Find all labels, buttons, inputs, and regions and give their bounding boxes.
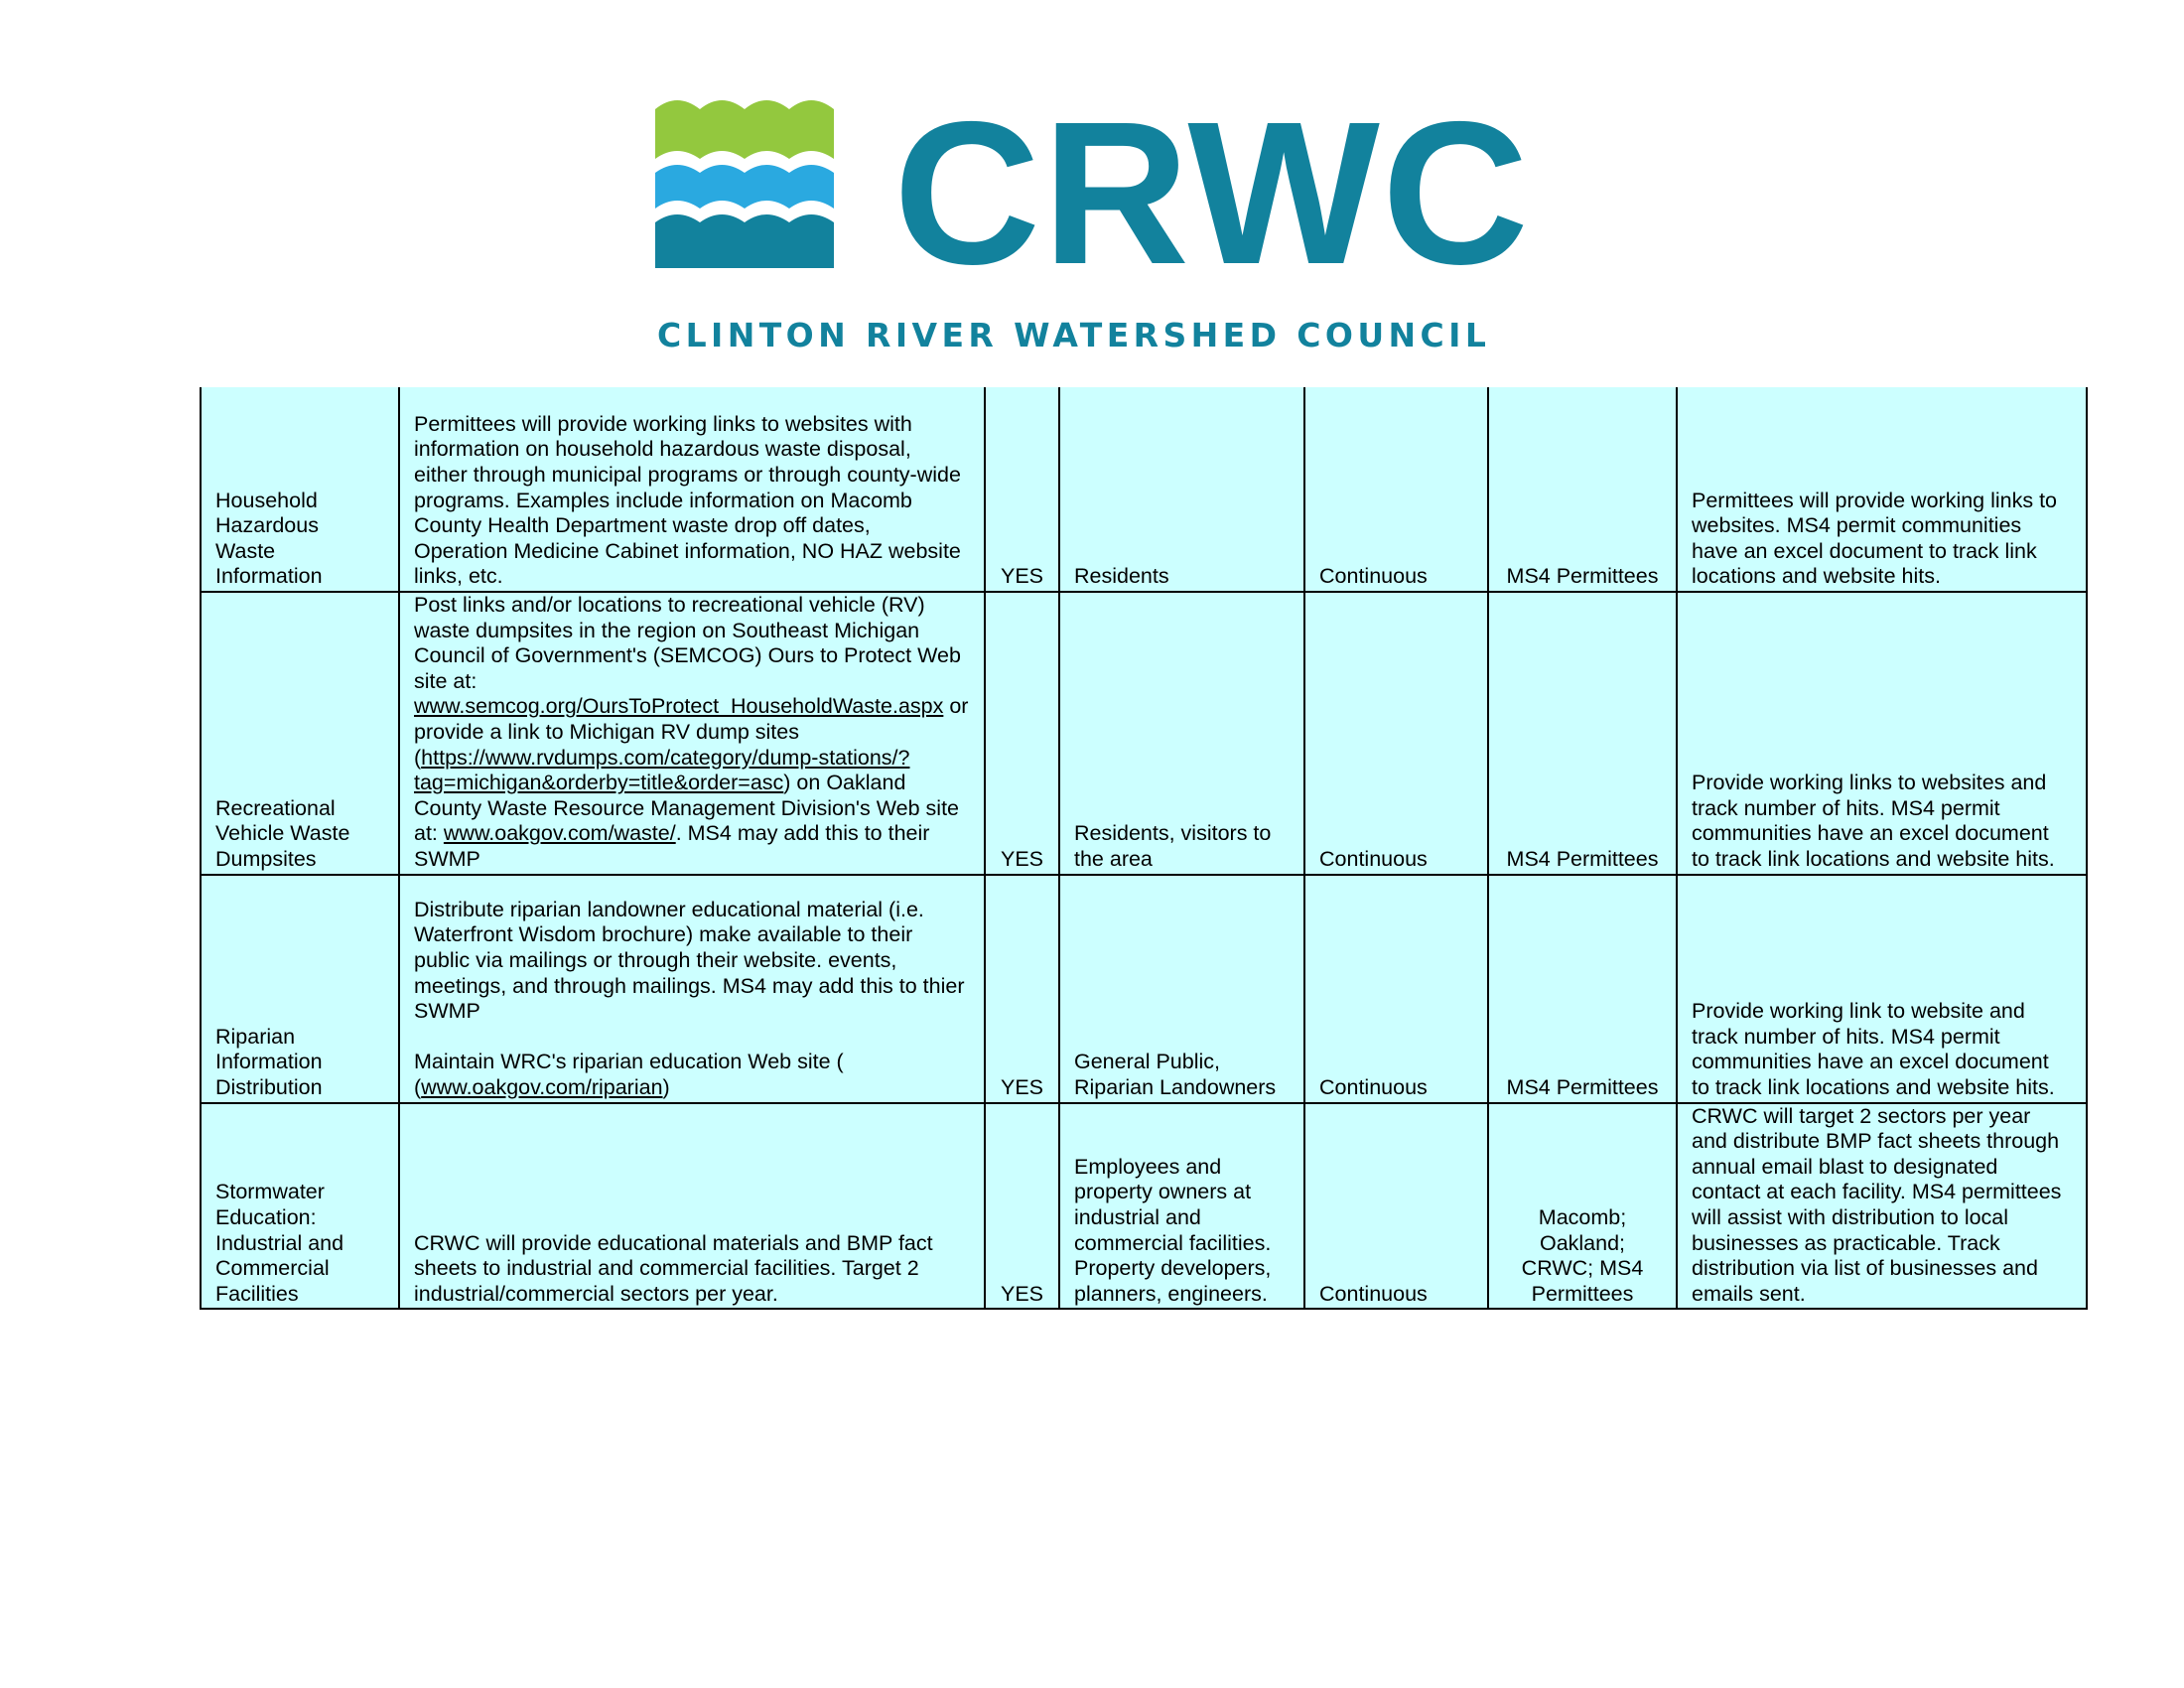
audience-cell: Residents, visitors to the area — [1059, 592, 1304, 875]
description-text: Post links and/or locations to recreational vehicle (RV) waste dumpsites in the region on Southeast Michigan Council of Government's (SEMCOG) Ours to Protect Web site at: — [414, 593, 961, 693]
yes-cell: YES — [985, 1103, 1059, 1310]
description-text: Maintain WRC's riparian education Web site ( — [414, 1050, 844, 1074]
crwc-logo — [0, 0, 2184, 367]
yes-cell: YES — [985, 875, 1059, 1103]
responsible-cell: Macomb; Oakland; CRWC; MS4 Permittees — [1488, 1103, 1677, 1310]
table-row — [201, 1103, 2087, 1310]
responsible-cell: MS4 Permittees — [1488, 387, 1677, 592]
activity-cell: Stormwater Education: Industrial and Commercial Facilities — [201, 1103, 399, 1310]
riparian-link[interactable]: www.oakgov.com/riparian — [421, 1074, 663, 1099]
schedule-cell: Continuous — [1304, 592, 1488, 875]
table-row — [201, 387, 2087, 592]
oakgov-waste-link[interactable]: www.oakgov.com/waste/ — [443, 821, 676, 846]
audience-cell: Residents — [1059, 387, 1304, 592]
responsible-cell: MS4 Permittees — [1488, 875, 1677, 1103]
description-cell — [399, 592, 985, 875]
activity-cell: Household Hazardous Waste Information — [201, 387, 399, 592]
measure-cell: CRWC will target 2 sectors per year and distribute BMP fact sheets through annual email blast to designated contact at each facility. MS4 permittees will assist with distribution to local businesses as practicable. Track distribution via list of businesses and emails sent. — [1677, 1103, 2087, 1310]
description-text: ) on Oakland County Waste Resource Management Division's Web site at: — [414, 771, 960, 846]
description-cell: CRWC will provide educational materials and BMP fact sheets to industrial and commercial facilities. Target 2 industrial/commercial sectors per year. — [399, 1103, 985, 1310]
responsible-cell: MS4 Permittees — [1488, 592, 1677, 875]
teal-wave — [655, 214, 834, 268]
description-text: . MS4 may add this to their SWMP — [414, 821, 930, 871]
rvdumps-link[interactable]: https://www.rvdumps.com/category/dump-stations/?tag=michigan&orderby=title&order=asc — [414, 745, 910, 795]
logo-subtitle: CLINTON RIVER WATERSHED COUNCIL — [657, 316, 1491, 354]
description-text: ) — [662, 1074, 670, 1099]
yes-cell: YES — [985, 387, 1059, 592]
semcog-link[interactable]: www.semcog.org/OursToProtect_HouseholdWaste.aspx — [414, 694, 944, 719]
activity-cell: Recreational Vehicle Waste Dumpsites — [201, 592, 399, 875]
waves-icon — [655, 97, 834, 268]
description-cell — [399, 875, 985, 1103]
schedule-cell: Continuous — [1304, 1103, 1488, 1310]
yes-cell: YES — [985, 592, 1059, 875]
audience-cell: General Public, Riparian Landowners — [1059, 875, 1304, 1103]
outreach-table — [200, 387, 2088, 1310]
description-text: or provide a link to Michigan RV dump sites ( — [414, 694, 969, 770]
green-wave — [655, 100, 834, 159]
measure-cell: Provide working link to website and track number of hits. MS4 permit communities have an excel document to track link locations and website hits. — [1677, 875, 2087, 1103]
logo-wordmark: CRWC — [893, 79, 1531, 307]
audience-cell: Employees and property owners at industrial and commercial facilities. Property developers, planners, engineers. — [1059, 1103, 1304, 1310]
schedule-cell: Continuous — [1304, 387, 1488, 592]
table-row — [201, 592, 2087, 875]
blue-wave — [655, 165, 834, 209]
schedule-cell: Continuous — [1304, 875, 1488, 1103]
measure-cell: Provide working links to websites and track number of hits. MS4 permit communities have an excel document to track link locations and website hits. — [1677, 592, 2087, 875]
description-text: ( — [414, 1074, 422, 1099]
description-text: Distribute riparian landowner educational material (i.e. Waterfront Wisdom brochure) make available to their public via mailings or through their website. events, meetings, and through mailings. MS4 may add this to thier SWMP — [414, 897, 965, 1024]
activity-cell: Riparian Information Distribution — [201, 875, 399, 1103]
description-cell: Permittees will provide working links to websites with information on household hazardous waste disposal, either through municipal programs or through county-wide programs. Examples include information on Macomb County Health Department waste drop off dates, Operation Medicine Cabinet information, NO HAZ website links, etc. — [399, 387, 985, 592]
measure-cell: Permittees will provide working links to websites. MS4 permit communities have an excel document to track link locations and website hits. — [1677, 387, 2087, 592]
table-row — [201, 875, 2087, 1103]
